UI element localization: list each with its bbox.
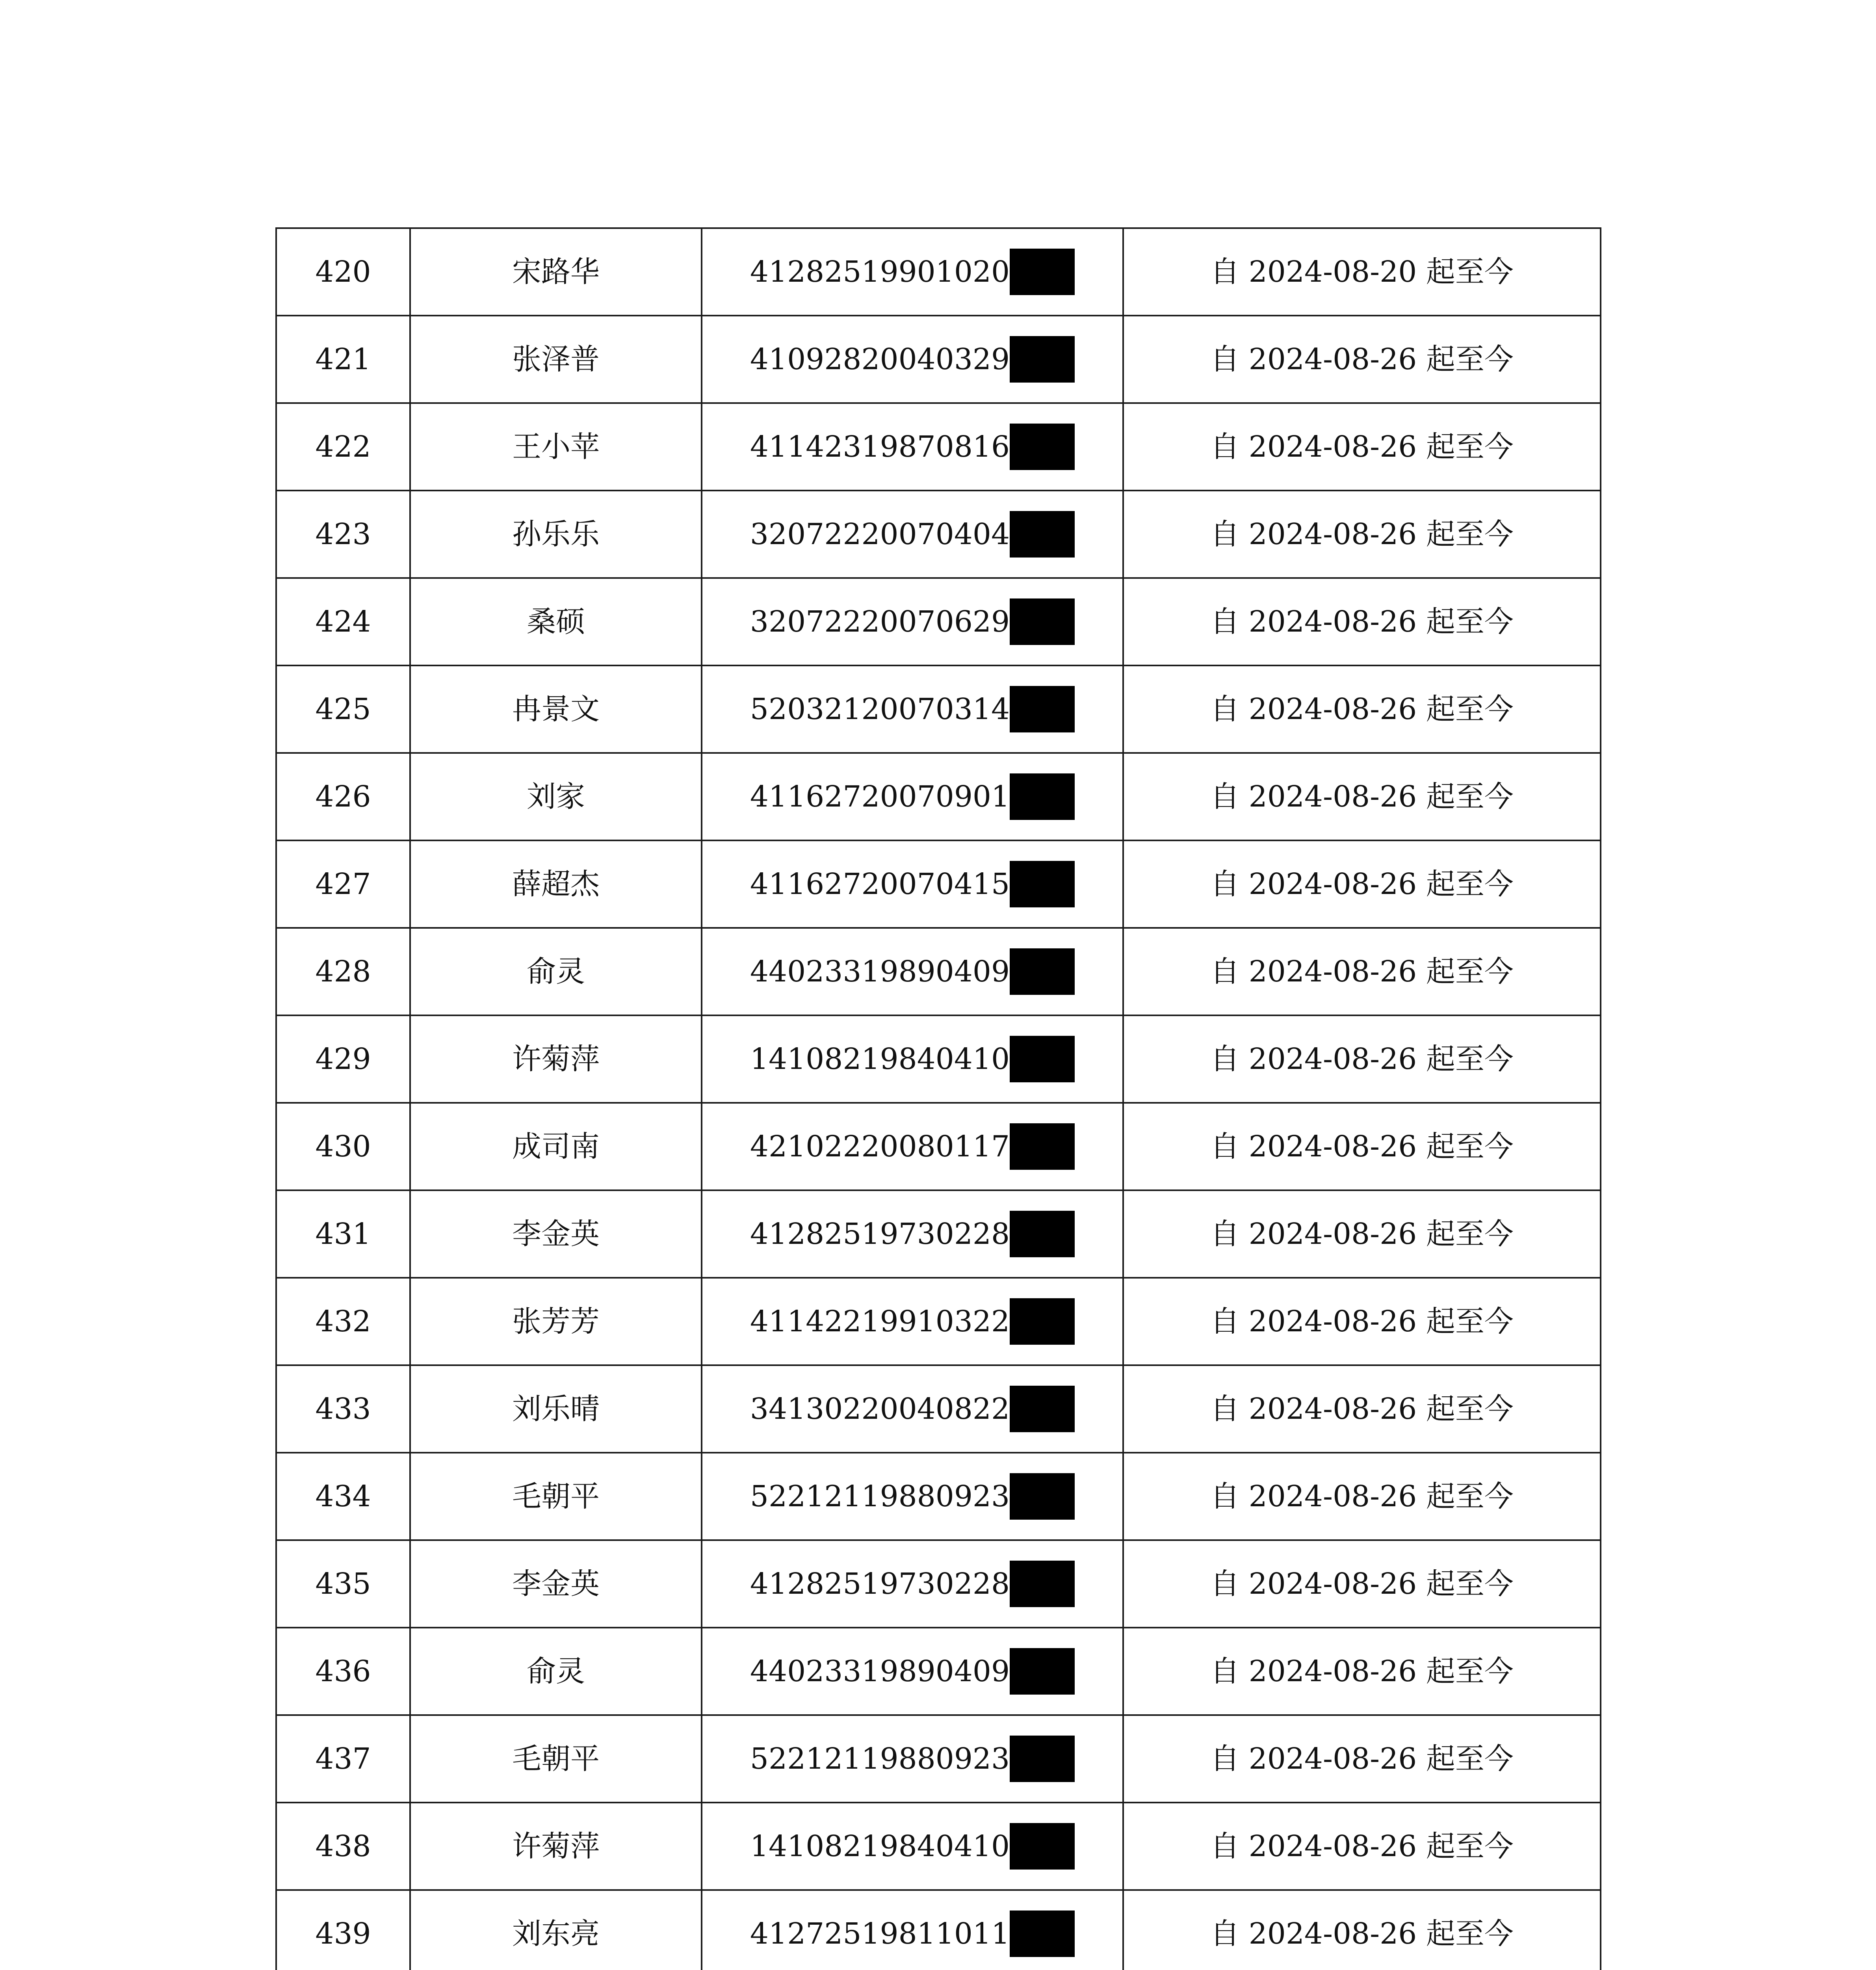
name-cell: 孙乐乐 xyxy=(410,491,702,578)
id-number-wrap xyxy=(750,336,1075,383)
date-range-cell: 自 2024-08-20 起至今 xyxy=(1123,228,1601,316)
table-row xyxy=(276,1715,1601,1803)
id-number-text: 41162720070901 xyxy=(750,780,1010,814)
table-row xyxy=(276,1803,1601,1890)
id-number-cell xyxy=(702,491,1123,578)
row-number-cell: 420 xyxy=(276,228,410,316)
id-number-wrap xyxy=(750,1386,1075,1432)
redaction-block xyxy=(1010,948,1075,995)
table-row xyxy=(276,840,1601,928)
id-number-wrap xyxy=(750,511,1075,558)
id-number-cell xyxy=(702,1103,1123,1190)
name-cell: 毛朝平 xyxy=(410,1715,702,1803)
date-range-cell: 自 2024-08-26 起至今 xyxy=(1123,753,1601,840)
id-number-text: 41162720070415 xyxy=(750,867,1010,901)
table-row xyxy=(276,228,1601,316)
redaction-block xyxy=(1010,424,1075,470)
name-cell: 俞灵 xyxy=(410,1628,702,1715)
table-row xyxy=(276,316,1601,403)
id-number-text: 44023319890409 xyxy=(750,1654,1010,1688)
id-number-text: 41092820040329 xyxy=(750,342,1010,376)
id-number-wrap xyxy=(750,1561,1075,1607)
redaction-block xyxy=(1010,336,1075,383)
table-row xyxy=(276,1190,1601,1278)
id-number-cell xyxy=(702,228,1123,316)
id-number-cell xyxy=(702,578,1123,665)
id-number-cell xyxy=(702,1715,1123,1803)
row-number-cell: 438 xyxy=(276,1803,410,1890)
id-number-cell xyxy=(702,1190,1123,1278)
date-range-cell: 自 2024-08-26 起至今 xyxy=(1123,1628,1601,1715)
id-number-text: 34130220040822 xyxy=(750,1392,1010,1426)
date-range-cell: 自 2024-08-26 起至今 xyxy=(1123,1015,1601,1103)
name-cell: 许菊萍 xyxy=(410,1803,702,1890)
table-row xyxy=(276,1365,1601,1453)
id-number-wrap xyxy=(750,424,1075,470)
id-number-cell xyxy=(702,1365,1123,1453)
row-number-cell: 425 xyxy=(276,665,410,753)
id-number-text: 41282519730228 xyxy=(750,1567,1010,1601)
id-number-text: 41272519811011 xyxy=(750,1917,1010,1951)
redaction-block xyxy=(1010,686,1075,732)
redaction-block xyxy=(1010,1736,1075,1782)
row-number-cell: 431 xyxy=(276,1190,410,1278)
id-number-wrap xyxy=(750,1736,1075,1782)
personnel-table xyxy=(275,227,1601,1970)
redaction-block xyxy=(1010,249,1075,295)
table-row xyxy=(276,403,1601,491)
table-row xyxy=(276,1103,1601,1190)
row-number-cell: 429 xyxy=(276,1015,410,1103)
table-row xyxy=(276,665,1601,753)
date-range-cell: 自 2024-08-26 起至今 xyxy=(1123,1103,1601,1190)
row-number-cell: 432 xyxy=(276,1278,410,1365)
name-cell: 李金英 xyxy=(410,1540,702,1628)
name-cell: 俞灵 xyxy=(410,928,702,1015)
name-cell: 冉景文 xyxy=(410,665,702,753)
id-number-text: 52212119880923 xyxy=(750,1742,1010,1776)
id-number-cell xyxy=(702,928,1123,1015)
row-number-cell: 423 xyxy=(276,491,410,578)
row-number-cell: 437 xyxy=(276,1715,410,1803)
table-row xyxy=(276,753,1601,840)
redaction-block xyxy=(1010,1123,1075,1170)
id-number-text: 41142219910322 xyxy=(750,1305,1010,1338)
id-number-wrap xyxy=(750,773,1075,820)
redaction-block xyxy=(1010,1648,1075,1695)
id-number-wrap xyxy=(750,861,1075,907)
id-number-wrap xyxy=(750,948,1075,995)
redaction-block xyxy=(1010,1823,1075,1870)
table-body xyxy=(276,228,1601,1970)
id-number-text: 32072220070629 xyxy=(750,605,1010,639)
id-number-text: 14108219840410 xyxy=(750,1829,1010,1863)
date-range-cell: 自 2024-08-26 起至今 xyxy=(1123,1278,1601,1365)
name-cell: 宋路华 xyxy=(410,228,702,316)
redaction-block xyxy=(1010,1036,1075,1082)
row-number-cell: 421 xyxy=(276,316,410,403)
redaction-block xyxy=(1010,1911,1075,1957)
table-row xyxy=(276,928,1601,1015)
table-row xyxy=(276,1890,1601,1970)
id-number-cell xyxy=(702,753,1123,840)
redaction-block xyxy=(1010,773,1075,820)
redaction-block xyxy=(1010,598,1075,645)
date-range-cell: 自 2024-08-26 起至今 xyxy=(1123,1890,1601,1970)
row-number-cell: 434 xyxy=(276,1453,410,1540)
row-number-cell: 439 xyxy=(276,1890,410,1970)
date-range-cell: 自 2024-08-26 起至今 xyxy=(1123,1453,1601,1540)
name-cell: 毛朝平 xyxy=(410,1453,702,1540)
row-number-cell: 428 xyxy=(276,928,410,1015)
row-number-cell: 430 xyxy=(276,1103,410,1190)
table-row xyxy=(276,1015,1601,1103)
id-number-wrap xyxy=(750,1911,1075,1957)
name-cell: 刘乐晴 xyxy=(410,1365,702,1453)
redaction-block xyxy=(1010,861,1075,907)
table-row xyxy=(276,1278,1601,1365)
redaction-block xyxy=(1010,1561,1075,1607)
id-number-cell xyxy=(702,840,1123,928)
redaction-block xyxy=(1010,1386,1075,1432)
date-range-cell: 自 2024-08-26 起至今 xyxy=(1123,1803,1601,1890)
redaction-block xyxy=(1010,511,1075,558)
id-number-text: 14108219840410 xyxy=(750,1042,1010,1076)
id-number-cell xyxy=(702,1890,1123,1970)
row-number-cell: 433 xyxy=(276,1365,410,1453)
id-number-text: 32072220070404 xyxy=(750,517,1010,551)
name-cell: 刘家 xyxy=(410,753,702,840)
row-number-cell: 436 xyxy=(276,1628,410,1715)
id-number-wrap xyxy=(750,1473,1075,1520)
id-number-text: 52032120070314 xyxy=(750,692,1010,726)
id-number-cell xyxy=(702,403,1123,491)
id-number-wrap xyxy=(750,1823,1075,1870)
id-number-wrap xyxy=(750,1648,1075,1695)
date-range-cell: 自 2024-08-26 起至今 xyxy=(1123,403,1601,491)
name-cell: 刘东亮 xyxy=(410,1890,702,1970)
name-cell: 张芳芳 xyxy=(410,1278,702,1365)
date-range-cell: 自 2024-08-26 起至今 xyxy=(1123,1190,1601,1278)
table-row xyxy=(276,1628,1601,1715)
id-number-text: 41142319870816 xyxy=(750,430,1010,464)
date-range-cell: 自 2024-08-26 起至今 xyxy=(1123,491,1601,578)
row-number-cell: 424 xyxy=(276,578,410,665)
name-cell: 张泽普 xyxy=(410,316,702,403)
redaction-block xyxy=(1010,1473,1075,1520)
name-cell: 成司南 xyxy=(410,1103,702,1190)
id-number-cell xyxy=(702,1803,1123,1890)
id-number-cell xyxy=(702,316,1123,403)
date-range-cell: 自 2024-08-26 起至今 xyxy=(1123,1540,1601,1628)
row-number-cell: 426 xyxy=(276,753,410,840)
id-number-text: 41282519730228 xyxy=(750,1217,1010,1251)
table-row xyxy=(276,1540,1601,1628)
name-cell: 桑硕 xyxy=(410,578,702,665)
row-number-cell: 435 xyxy=(276,1540,410,1628)
row-number-cell: 427 xyxy=(276,840,410,928)
id-number-wrap xyxy=(750,1123,1075,1170)
name-cell: 许菊萍 xyxy=(410,1015,702,1103)
table-row xyxy=(276,1453,1601,1540)
table-row xyxy=(276,578,1601,665)
id-number-cell xyxy=(702,1278,1123,1365)
id-number-wrap xyxy=(750,1298,1075,1345)
row-number-cell: 422 xyxy=(276,403,410,491)
id-number-text: 42102220080117 xyxy=(750,1130,1010,1163)
id-number-cell xyxy=(702,1015,1123,1103)
id-number-text: 52212119880923 xyxy=(750,1479,1010,1513)
date-range-cell: 自 2024-08-26 起至今 xyxy=(1123,928,1601,1015)
date-range-cell: 自 2024-08-26 起至今 xyxy=(1123,316,1601,403)
table-row xyxy=(276,491,1601,578)
id-number-wrap xyxy=(750,686,1075,732)
date-range-cell: 自 2024-08-26 起至今 xyxy=(1123,578,1601,665)
date-range-cell: 自 2024-08-26 起至今 xyxy=(1123,840,1601,928)
name-cell: 李金英 xyxy=(410,1190,702,1278)
id-number-cell xyxy=(702,665,1123,753)
id-number-cell xyxy=(702,1453,1123,1540)
name-cell: 薛超杰 xyxy=(410,840,702,928)
id-number-text: 44023319890409 xyxy=(750,955,1010,989)
id-number-wrap xyxy=(750,598,1075,645)
id-number-text: 41282519901020 xyxy=(750,255,1010,289)
redaction-block xyxy=(1010,1298,1075,1345)
date-range-cell: 自 2024-08-26 起至今 xyxy=(1123,665,1601,753)
id-number-wrap xyxy=(750,249,1075,295)
name-cell: 王小苹 xyxy=(410,403,702,491)
id-number-cell xyxy=(702,1540,1123,1628)
id-number-cell xyxy=(702,1628,1123,1715)
redaction-block xyxy=(1010,1211,1075,1257)
id-number-wrap xyxy=(750,1211,1075,1257)
date-range-cell: 自 2024-08-26 起至今 xyxy=(1123,1715,1601,1803)
id-number-wrap xyxy=(750,1036,1075,1082)
date-range-cell: 自 2024-08-26 起至今 xyxy=(1123,1365,1601,1453)
